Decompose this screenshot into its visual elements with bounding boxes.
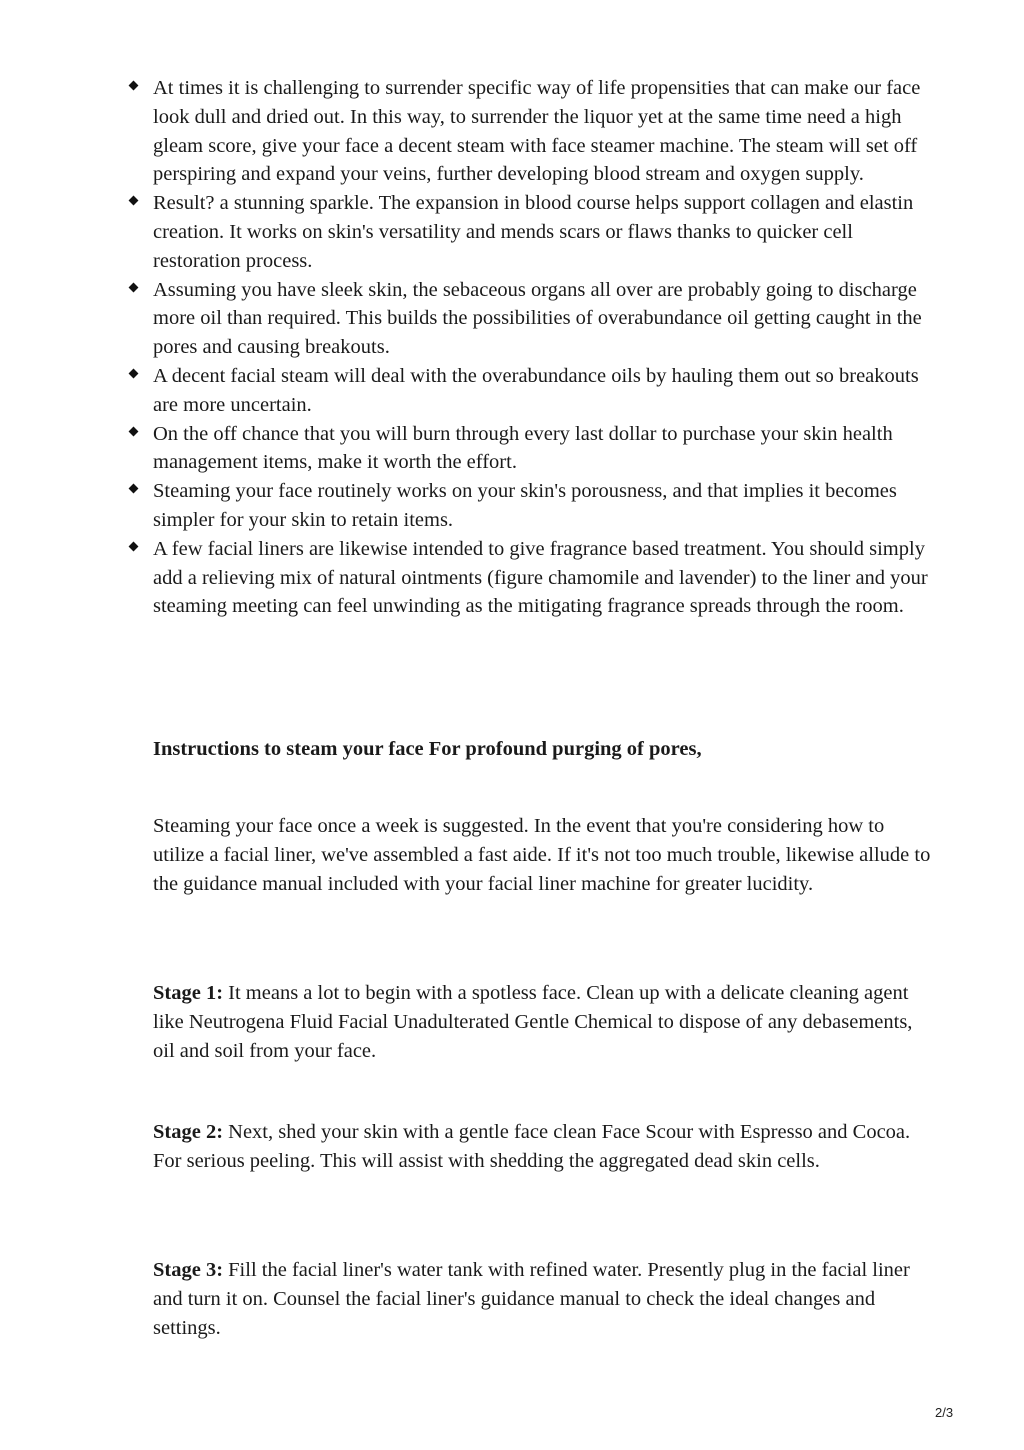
list-item-text: On the off chance that you will burn through every last dollar to purchase your skin health management items, make it worth the effort. [153,422,893,474]
stage-3-text: Fill the facial liner's water tank with refined water. Presently plug in the facial liner and turn it on. Counsel the facial liner's guidance manual to check the ideal changes and settings. [153,1259,910,1339]
list-item-text: At times it is challenging to surrender specific way of life propensities that can make our face look dull and dried out. In this way, to surrender the liquor yet at the same time need a high gleam score, give your face a decent steam with face steamer machine. The steam will set off perspiring and expand your veins, further developing blood stream and oxygen supply. [153,77,921,186]
list-item [153,189,933,275]
bullet-icon [129,541,139,551]
stage-3-label: Stage 3: [153,1259,224,1281]
list-item-text: Result? a stunning sparkle. The expansion in blood course helps support collagen and elastin creation. It works on skin's versatility and mends scars or flaws thanks to quicker cell restoration process. [153,192,914,272]
bullet-icon [129,282,139,292]
bullet-icon [129,81,139,91]
list-item [153,276,933,362]
list-item [153,420,933,478]
list-item-text: A decent facial steam will deal with the overabundance oils by hauling them out so breakouts are more uncertain. [153,364,919,416]
list-item [153,74,933,189]
list-item-text: Assuming you have sleek skin, the sebaceous organs all over are probably going to discharge more oil than required. This builds the possibilities of overabundance oil getting caught in the pores and causing breakouts. [153,278,922,359]
stage-3-paragraph [153,1256,933,1342]
stage-1-text: It means a lot to begin with a spotless face. Clean up with a delicate cleaning agent like Neutrogena Fluid Facial Unadulterated Gentle Chemical to dispose of any debasements, oil and soil from your face. [153,982,913,1062]
section-heading: Instructions to steam your face For profound purging of pores, [153,738,702,760]
list-item [153,362,933,420]
list-item-text: Steaming your face routinely works on your skin's porousness, and that implies it becomes simpler for your skin to retain items. [153,480,897,531]
bullet-icon [129,369,139,379]
list-item-text: A few facial liners are likewise intended to give fragrance based treatment. You should simply add a relieving mix of natural ointments (figure chamomile and lavender) to the liner and your steaming meeting can feel unwinding as the mitigating fragrance spreads through the room. [153,537,928,618]
bullet-icon [129,196,139,206]
page-number: 2/3 [935,1405,954,1420]
stage-2-paragraph [153,1118,933,1176]
bullet-icon [129,484,139,494]
stage-1-label: Stage 1: [153,982,224,1004]
list-item [153,477,933,535]
intro-paragraph: Steaming your face once a week is suggested. In the event that you're considering how to utilize a facial liner, we've assembled a fast aide. If it's not too much trouble, likewise allude to the guidance manual included with your facial liner machine for greater lucidity. [153,815,931,895]
stage-1-paragraph [153,979,933,1065]
stage-2-text: Next, shed your skin with a gentle face clean Face Scour with Espresso and Cocoa. For serious peeling. This will assist with shedding the aggregated dead skin cells. [153,1121,911,1172]
bullet-list [153,74,933,621]
list-item [153,535,933,621]
stage-2-label: Stage 2: [153,1121,224,1143]
bullet-icon [129,426,139,436]
